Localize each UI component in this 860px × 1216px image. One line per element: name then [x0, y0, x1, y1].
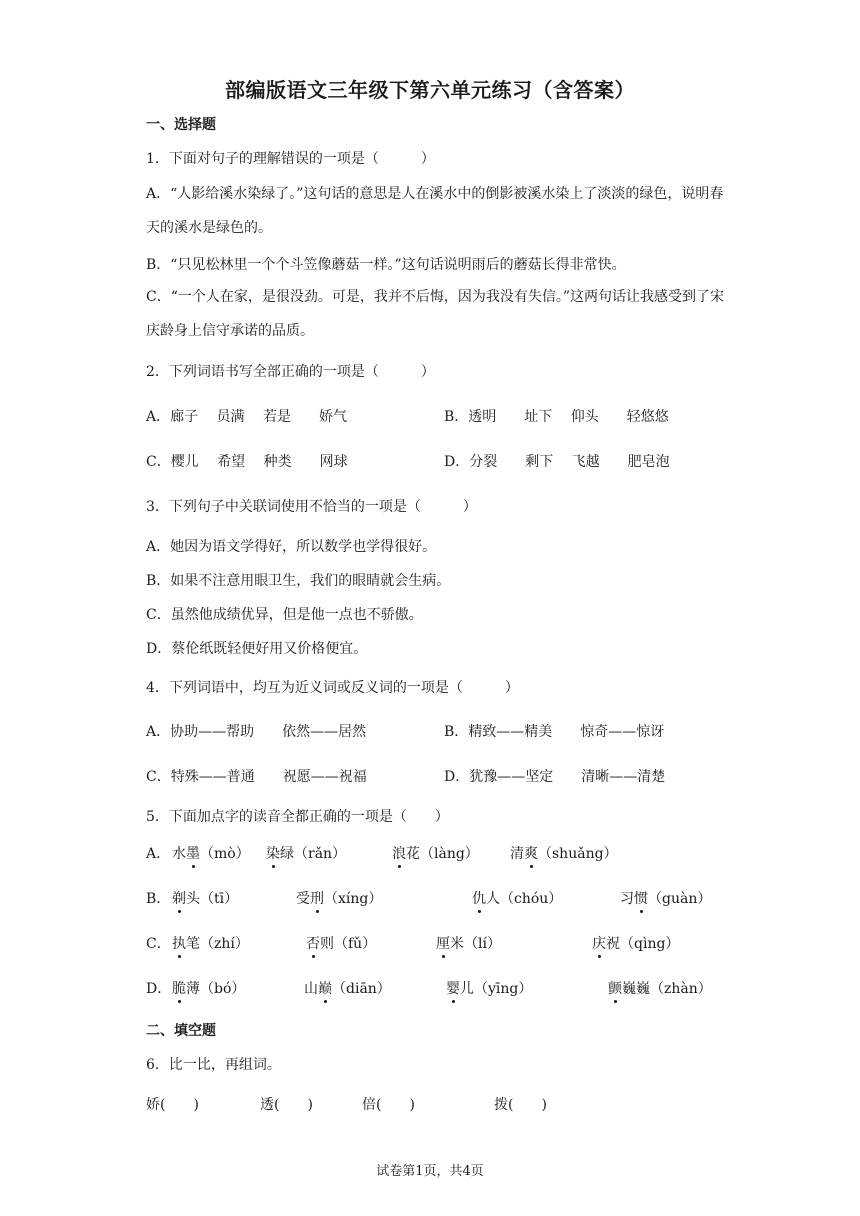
word-prefix: 习 — [620, 891, 634, 907]
dotted-character: 颤 — [608, 978, 622, 998]
question-5-word — [510, 843, 618, 863]
dotted-character: 脆 — [172, 978, 186, 998]
dotted-character: 巅 — [318, 978, 332, 998]
question-5-word — [592, 933, 679, 953]
question-2-stem: 2．下列词语书写全部正确的一项是（ ） — [146, 364, 435, 380]
question-6-blank-1[interactable]: 娇( ) — [146, 1097, 199, 1113]
question-1-option-c: C．“一个人在家，是很没劲。可是，我并不后悔，因为我没有失信。”这两句话让我感受到了宋庆龄身上信守承诺的品质。 — [146, 289, 725, 339]
word-suffix-pinyin: （guàn） — [648, 891, 712, 907]
section-heading-fill: 二、填空题 — [146, 1023, 216, 1039]
dotted-character: 惯 — [634, 888, 648, 908]
page-title: 部编版语文三年级下第六单元练习（含答案） — [225, 78, 635, 102]
word-prefix: 水 — [172, 846, 186, 862]
dotted-character: 浪 — [392, 843, 406, 863]
question-3-option-c: C．虽然他成绩优异，但是他一点也不骄傲。 — [146, 607, 423, 623]
word-suffix-pinyin: （xíng） — [324, 891, 383, 907]
question-1-stem: 1．下面对句子的理解错误的一项是（ ） — [146, 151, 435, 167]
word-suffix-pinyin: 祝（qìng） — [606, 936, 680, 952]
question-5-option-label: A． — [146, 846, 171, 862]
question-5-option-label: B． — [146, 891, 171, 907]
dotted-character: 庆 — [592, 933, 606, 953]
question-5-word — [172, 978, 245, 998]
question-5-word — [172, 888, 238, 908]
question-5-word — [436, 933, 501, 953]
question-2-option-b: B．透明 址下 仰头 轻悠悠 — [444, 409, 669, 425]
word-prefix: 清 — [510, 846, 524, 862]
question-3-option-b: B．如果不注意用眼卫生，我们的眼睛就会生病。 — [146, 573, 451, 589]
question-5-option-label: D． — [146, 981, 172, 997]
question-3-stem: 3．下列句子中关联词使用不恰当的一项是（ ） — [146, 499, 477, 515]
dotted-character: 墨 — [186, 843, 200, 863]
word-suffix-pinyin: 则（fǔ） — [320, 936, 377, 952]
dotted-character: 染 — [266, 843, 280, 863]
question-6-blank-4[interactable]: 拨( ) — [494, 1097, 547, 1113]
question-5-word — [172, 933, 249, 953]
word-prefix: 山 — [304, 981, 318, 997]
word-suffix-pinyin: 米（lí） — [450, 936, 501, 952]
dotted-character: 否 — [306, 933, 320, 953]
question-5-word — [306, 933, 376, 953]
section-heading-choice: 一、选择题 — [146, 117, 216, 133]
dotted-character: 执 — [172, 933, 186, 953]
question-5-word — [608, 978, 712, 998]
question-1-option-b: B．“只见松林里一个个斗笠像蘑菇一样。”这句话说明雨后的蘑菇长得非常快。 — [146, 257, 626, 273]
question-6-blank-2[interactable]: 透( ) — [260, 1097, 313, 1113]
dotted-character: 厘 — [436, 933, 450, 953]
page-footer: 试卷第1页，共4页 — [376, 1164, 484, 1179]
dotted-character: 刑 — [310, 888, 324, 908]
dotted-character: 婴 — [446, 978, 460, 998]
word-suffix-pinyin: 巍巍（zhàn） — [622, 981, 712, 997]
question-6-stem: 6．比一比，再组词。 — [146, 1057, 281, 1073]
word-suffix-pinyin: 笔（zhí） — [186, 936, 249, 952]
dotted-character: 仇 — [472, 888, 486, 908]
question-5-word — [472, 888, 562, 908]
question-5-word — [296, 888, 382, 908]
question-5-word — [392, 843, 479, 863]
question-2-option-a: A．廊子 员满 若是 娇气 — [146, 409, 348, 425]
question-2-option-c: C．樱儿 希望 种类 网球 — [146, 454, 348, 470]
word-suffix-pinyin: 儿（yīng） — [460, 981, 533, 997]
question-4-option-d: D．犹豫——坚定 清晰——清楚 — [444, 769, 666, 785]
word-suffix-pinyin: 人（chóu） — [486, 891, 563, 907]
question-5-word — [446, 978, 532, 998]
word-suffix-pinyin: 薄（bó） — [186, 981, 246, 997]
word-suffix-pinyin: （diān） — [332, 981, 391, 997]
question-4-option-a: A．协助——帮助 依然——居然 — [146, 724, 367, 740]
question-1-option-a: A．“人影给溪水染绿了。”这句话的意思是人在溪水中的倒影被溪水染上了淡淡的绿色，说明春天的溪水是绿色的。 — [146, 186, 724, 236]
dotted-character: 爽 — [524, 843, 538, 863]
word-suffix-pinyin: 花（làng） — [406, 846, 479, 862]
question-3-option-d: D．蔡伦纸既轻便好用又价格便宜。 — [146, 641, 368, 657]
word-prefix: 受 — [296, 891, 310, 907]
word-suffix-pinyin: （shuǎng） — [538, 846, 618, 862]
word-suffix-pinyin: 头（tī） — [186, 891, 239, 907]
word-suffix-pinyin: （mò） — [200, 846, 250, 862]
dotted-character: 剃 — [172, 888, 186, 908]
question-4-stem: 4．下列词语中，均互为近义词或反义词的一项是（ ） — [146, 680, 519, 696]
question-5-word — [172, 843, 250, 863]
question-5-word — [620, 888, 711, 908]
question-2-option-d: D．分裂 剩下 飞越 肥皂泡 — [444, 454, 670, 470]
question-6-blank-3[interactable]: 倍( ) — [362, 1097, 415, 1113]
question-4-option-c: C．特殊——普通 祝愿——祝福 — [146, 769, 367, 785]
question-5-option-label: C． — [146, 936, 171, 952]
question-3-option-a: A．她因为语文学得好，所以数学也学得很好。 — [146, 539, 437, 555]
word-suffix-pinyin: 绿（rǎn） — [280, 846, 347, 862]
question-4-option-b: B．精致——精美 惊奇——惊讶 — [444, 724, 665, 740]
question-5-word — [304, 978, 391, 998]
question-5-stem: 5．下面加点字的读音全都正确的一项是（ ） — [146, 809, 449, 825]
question-5-word — [266, 843, 346, 863]
